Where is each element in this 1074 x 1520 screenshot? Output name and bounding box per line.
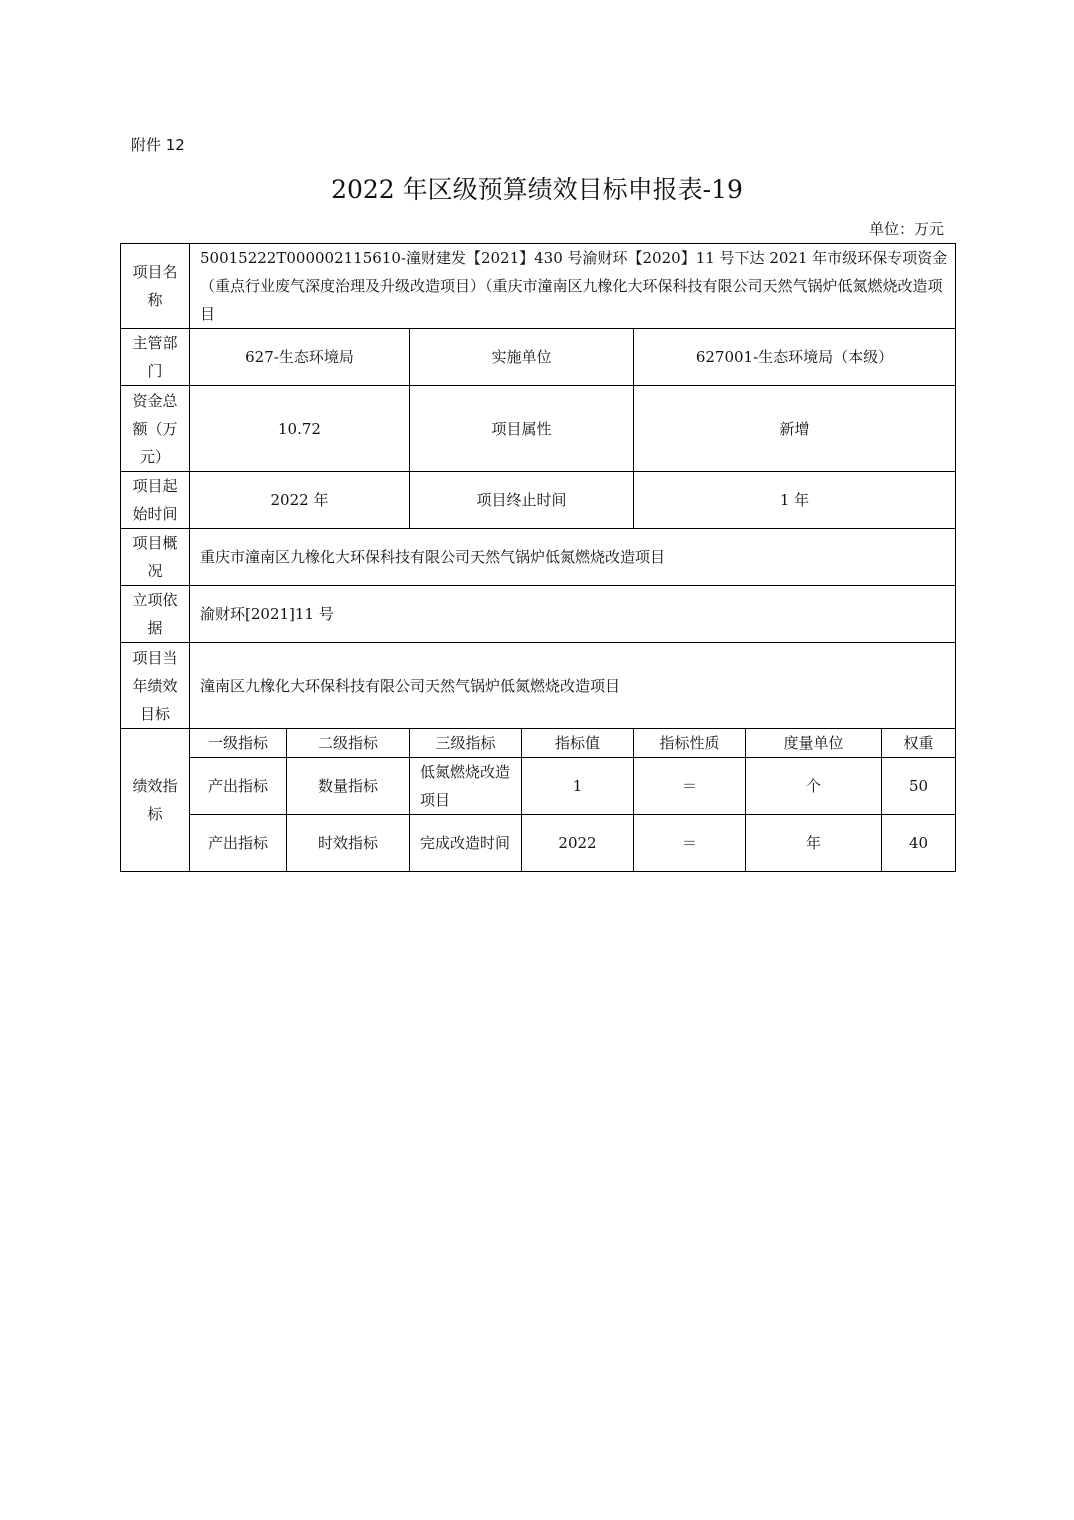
indicator-header-row	[121, 729, 956, 758]
attachment-label: 附件 12	[131, 136, 185, 154]
indicator-header-cell: 指标值	[522, 729, 634, 758]
annual-goal-value: 潼南区九橡化大环保科技有限公司天然气锅炉低氮燃烧改造项目	[190, 643, 956, 729]
start-time-label: 项目起始时间	[121, 472, 190, 529]
project-name-value: 50015222T000002115610-潼财建发【2021】430 号渝财环【2020】11 号下达 2021 年市级环保专项资金（重点行业废气深度治理及升级改造项目）（重庆市潼南区九橡化大环保科技有限公司天然气锅炉低氮燃烧改造项目	[190, 244, 956, 329]
row-annual-goal	[121, 643, 956, 729]
indicator-cell: ＝	[634, 815, 746, 872]
row-project-name	[121, 244, 956, 329]
project-attr-value: 新增	[634, 386, 956, 472]
project-name-label: 项目名称	[121, 244, 190, 329]
funds-label: 资金总额（万元）	[121, 386, 190, 472]
indicator-row	[121, 758, 956, 815]
indicator-header-cell: 一级指标	[190, 729, 287, 758]
performance-target-table	[120, 243, 956, 872]
indicator-cell: 40	[882, 815, 956, 872]
indicator-cell: 完成改造时间	[410, 815, 522, 872]
indicator-cell: 年	[746, 815, 882, 872]
dept-value: 627-生态环境局	[190, 329, 410, 386]
impl-unit-label: 实施单位	[410, 329, 634, 386]
indicator-cell: 时效指标	[287, 815, 410, 872]
indicator-header-cell: 度量单位	[746, 729, 882, 758]
indicator-cell: 50	[882, 758, 956, 815]
row-dept	[121, 329, 956, 386]
indicator-cell: 低氮燃烧改造项目	[410, 758, 522, 815]
start-time-value: 2022 年	[190, 472, 410, 529]
end-time-value: 1 年	[634, 472, 956, 529]
basis-label: 立项依据	[121, 586, 190, 643]
impl-unit-value: 627001-生态环境局（本级）	[634, 329, 956, 386]
page-title: 2022 年区级预算绩效目标申报表-19	[331, 175, 743, 204]
overview-value: 重庆市潼南区九橡化大环保科技有限公司天然气锅炉低氮燃烧改造项目	[190, 529, 956, 586]
indicator-cell: ＝	[634, 758, 746, 815]
indicator-cell: 产出指标	[190, 815, 287, 872]
indicators-label: 绩效指标	[121, 729, 190, 872]
dept-label: 主管部门	[121, 329, 190, 386]
indicator-header-cell: 三级指标	[410, 729, 522, 758]
indicator-cell: 数量指标	[287, 758, 410, 815]
row-time	[121, 472, 956, 529]
project-attr-label: 项目属性	[410, 386, 634, 472]
overview-label: 项目概况	[121, 529, 190, 586]
row-funds	[121, 386, 956, 472]
indicator-row	[121, 815, 956, 872]
funds-value: 10.72	[190, 386, 410, 472]
indicator-cell: 2022	[522, 815, 634, 872]
indicator-header-cell: 指标性质	[634, 729, 746, 758]
unit-label: 单位：万元	[868, 220, 944, 238]
indicator-cell: 个	[746, 758, 882, 815]
row-overview	[121, 529, 956, 586]
annual-goal-label: 项目当年绩效目标	[121, 643, 190, 729]
end-time-label: 项目终止时间	[410, 472, 634, 529]
indicator-cell: 产出指标	[190, 758, 287, 815]
indicator-cell: 1	[522, 758, 634, 815]
indicator-header-cell: 权重	[882, 729, 956, 758]
basis-value: 渝财环[2021]11 号	[190, 586, 956, 643]
row-basis	[121, 586, 956, 643]
indicator-header-cell: 二级指标	[287, 729, 410, 758]
